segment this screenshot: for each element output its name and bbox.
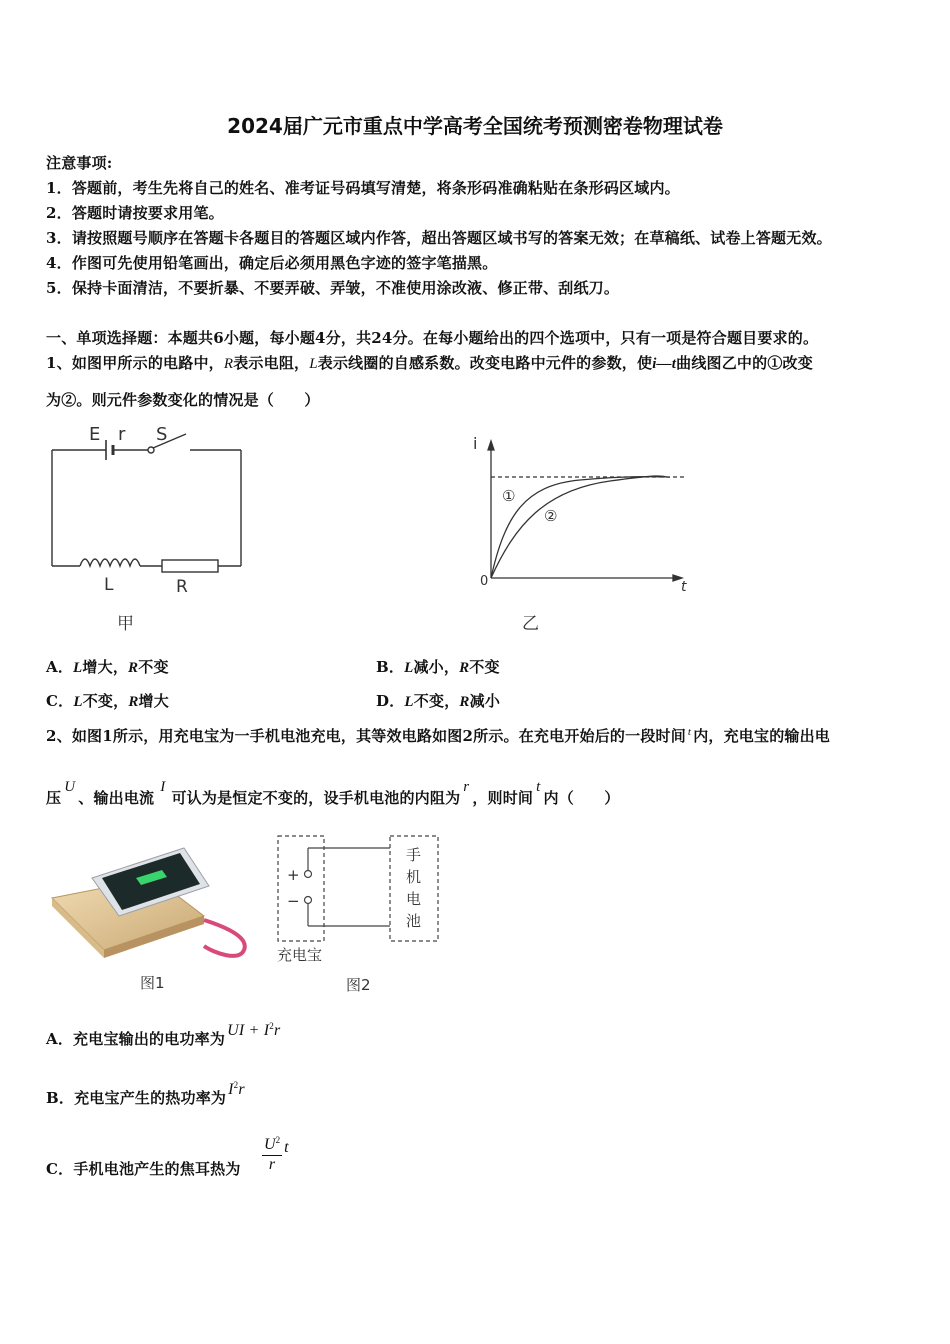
option-text: 不变， [413, 692, 460, 710]
option-key: C． [46, 1160, 74, 1178]
powerbank-photo [44, 838, 259, 998]
q2-text: 可认为是恒定不变的，设手机电池的内阻为 [171, 789, 461, 807]
it-graph-figure-b [470, 425, 700, 640]
option-key: A． [46, 658, 74, 676]
fraction-numerator [262, 1136, 282, 1156]
q2-text: 内，充电宝的输出电 [693, 727, 830, 745]
battery-char-4: 池 [406, 912, 422, 930]
figure-a-caption: 甲 [117, 614, 134, 634]
powerbank-label: 充电宝 [277, 946, 323, 964]
option-var: L [404, 660, 414, 676]
label-S: S [156, 424, 168, 445]
q1-option-b[interactable] [376, 656, 500, 677]
option-key: B． [46, 1089, 75, 1107]
battery-char-1: 手 [406, 846, 422, 864]
q1-option-a[interactable] [46, 656, 169, 677]
option-text: 减小 [469, 692, 501, 710]
option-text: 充电宝产生的热功率为 [74, 1089, 227, 1107]
charging-cable [204, 920, 245, 956]
formula-part: t [284, 1138, 289, 1156]
q2-text: 压 [46, 789, 62, 807]
option-text: 充电宝输出的电功率为 [73, 1030, 226, 1048]
option-text: 不变， [82, 692, 129, 710]
q1-stem-line1 [46, 352, 813, 373]
notice-item-4: 4．作图可先使用铅笔画出，确定后必须用黑色字迹的签字笔描黑。 [46, 254, 498, 272]
notice-item-3: 3．请按照题号顺序在答题卡各题目的答题区域内作答，超出答题区域书写的答案无效；在草稿纸、试卷上答题无效。 [46, 229, 832, 247]
option-formula [228, 1081, 245, 1098]
q1-text: 表示线圈的自感系数。改变电路中元件的参数，使 [317, 354, 653, 372]
figure-1-caption: 图1 [140, 974, 165, 992]
q2-text: 内（ ） [543, 789, 620, 807]
inductor-coil [80, 559, 140, 566]
q2-option-c[interactable] [46, 1158, 241, 1179]
curve-2-label: ② [544, 507, 558, 525]
notice-item-2: 2．答题时请按要求用笔。 [46, 204, 224, 222]
q2-var-t: t [687, 726, 692, 738]
powerbank-box [278, 836, 324, 941]
figure-2-caption: 图2 [346, 976, 371, 994]
option-var: R [128, 660, 139, 676]
formula-part: UI + I [227, 1022, 270, 1039]
option-text: 减小， [413, 658, 460, 676]
q2-text: 、输出电流 [78, 789, 155, 807]
label-L: L [104, 575, 114, 595]
formula-part: U [264, 1136, 276, 1153]
formula-part: r [238, 1081, 245, 1098]
q2-stem-line2 [46, 779, 620, 808]
q2-stem-line1 [46, 725, 830, 746]
curve-2 [491, 476, 670, 578]
battery-char-2: 机 [406, 868, 422, 886]
label-R: R [176, 577, 188, 597]
positive-terminal [305, 871, 312, 878]
minus-label: − [287, 892, 300, 910]
circuit-figure-a [40, 418, 260, 638]
label-r: r [118, 424, 126, 445]
option-key: B． [376, 658, 405, 676]
option-key: A． [46, 1030, 74, 1048]
q1-var-R: R [223, 356, 234, 372]
q1-stem-line2: 为②。则元件参数变化的情况是（ ） [46, 391, 320, 409]
fraction-denominator: r [268, 1156, 276, 1173]
y-axis-arrow [488, 441, 494, 450]
option-var: L [404, 694, 414, 710]
q2-var-U: U [64, 779, 76, 795]
option-text: 增大 [138, 692, 169, 710]
q2-var-I: I [160, 779, 166, 795]
option-var: R [459, 660, 470, 676]
notice-heading: 注意事项: [46, 154, 113, 172]
formula-exponent: 2 [275, 1135, 281, 1145]
q2-option-b[interactable] [46, 1080, 245, 1108]
q1-var-L: L [309, 356, 318, 372]
option-key: D． [376, 692, 405, 710]
curve-1-label: ① [502, 487, 516, 505]
option-text: 手机电池产生的焦耳热为 [73, 1160, 241, 1178]
page-title: 2024届广元市重点中学高考全国统考预测密卷物理试卷 [227, 114, 723, 138]
formula-exponent: 2 [233, 1080, 239, 1090]
option-key: C． [46, 692, 74, 710]
notice-item-1: 1．答题前，考生先将自己的姓名、准考证号码填写清楚，将条形码准确粘贴在条形码区域内。 [46, 179, 680, 197]
option-var: R [128, 694, 139, 710]
q2-option-c-formula [262, 1136, 289, 1174]
q2-var-r: r [463, 779, 470, 795]
option-var: L [73, 660, 83, 676]
q2-text: 2、如图1所示，用充电宝为一手机电池充电，其等效电路如图2所示。在充电开始后的一段时间 [46, 727, 686, 745]
option-text: 不变 [138, 658, 169, 676]
label-E: E [89, 424, 101, 445]
q2-var-t: t [536, 779, 541, 795]
option-text: 不变 [469, 658, 500, 676]
negative-terminal [305, 897, 312, 904]
y-axis-label: i [473, 434, 478, 453]
origin-label: 0 [480, 574, 489, 589]
q1-text: 1、如图甲所示的电路中， [46, 354, 224, 372]
section-heading: 一、单项选择题：本题共6小题，每小题4分，共24分。在每小题给出的四个选项中，只有一项是符合题目要求的。 [46, 329, 819, 347]
q1-text: 曲线图乙中的①改变 [676, 354, 813, 372]
formula-part: I [228, 1081, 234, 1098]
fraction [262, 1136, 282, 1174]
q2-option-a[interactable] [46, 1021, 281, 1049]
equivalent-circuit-figure [270, 830, 450, 1000]
figure-b-caption: 乙 [522, 614, 539, 634]
notice-item-5: 5．保持卡面清洁，不要折暴、不要弄破、弄皱，不准使用涂改液、修正带、刮纸刀。 [46, 279, 620, 297]
q1-text: 表示电阻， [233, 354, 310, 372]
q1-option-d[interactable] [376, 690, 500, 711]
x-axis-label: t [681, 579, 687, 595]
curve-1 [491, 477, 665, 578]
q1-var-it: i—t [652, 356, 677, 372]
plus-label: + [287, 866, 300, 884]
battery-char-3: 电 [406, 890, 422, 908]
option-text: 增大， [82, 658, 129, 676]
q2-text: ，则时间 [472, 789, 534, 807]
option-var: R [459, 694, 470, 710]
q1-option-c[interactable] [46, 690, 169, 711]
option-formula [227, 1022, 280, 1039]
option-var: L [73, 694, 83, 710]
resistor [162, 560, 218, 572]
formula-exponent: 2 [269, 1021, 274, 1031]
formula-part: r [273, 1022, 281, 1039]
